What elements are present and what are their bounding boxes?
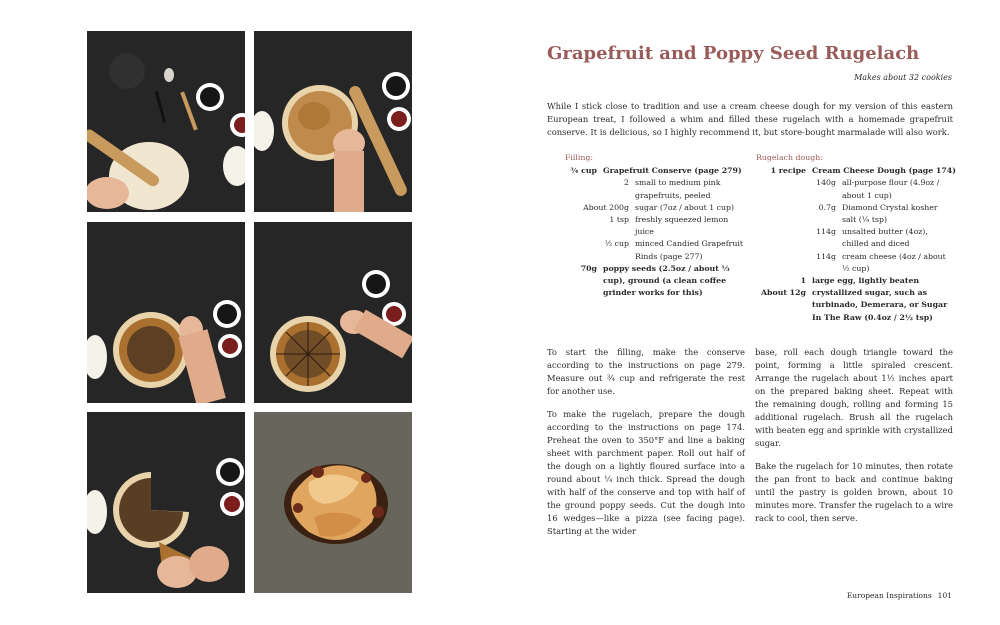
ingredient-row bbox=[565, 202, 745, 214]
photo-baked-rugelach bbox=[254, 412, 412, 593]
ingredient-description: large egg, lightly beaten bbox=[812, 276, 920, 286]
method-paragraph: base, roll each dough triangle toward the point, forming a little spiraled crescent. Arrange the rugelach about 1½ inches apart on the prepared baking sheet. Repeat with the remaining dough, rolling and forming 15 additional rugelach. Brush all the rugelach with beaten egg and sprinkle with crystallized sugar. bbox=[755, 347, 953, 448]
ingredient-row bbox=[756, 226, 956, 250]
filling-rows bbox=[565, 165, 745, 299]
method-column-left bbox=[547, 346, 745, 548]
filling-ingredients bbox=[565, 152, 745, 299]
ingredient-quantity: 0.7g bbox=[818, 202, 836, 212]
dough-ingredients bbox=[756, 152, 956, 324]
ingredient-row bbox=[756, 251, 956, 275]
method-column-right bbox=[755, 346, 953, 535]
ingredient-description: Diamond Crystal kosher salt (¼ tsp) bbox=[842, 202, 938, 225]
page-number: 101 bbox=[937, 591, 952, 600]
ingredient-row bbox=[565, 238, 745, 262]
method-paragraph: To start the filling, make the conserve according to the instructions on page 279. Measure out ¾ cup and refrigerate the rest for another use. bbox=[547, 347, 745, 396]
photo-add-poppy-seeds bbox=[87, 222, 245, 403]
recipe-title: Grapefruit and Poppy Seed Rugelach bbox=[547, 43, 920, 64]
ingredient-description: crystallized sugar, such as turbinado, Demerara, or Sugar In The Raw (0.4oz / 2½ tsp) bbox=[812, 288, 948, 322]
page-footer bbox=[847, 591, 952, 600]
filling-heading: Filling: bbox=[565, 153, 594, 162]
ingredient-description: Grapefruit Conserve (page 279) bbox=[603, 166, 742, 176]
photo-spread-conserve bbox=[254, 31, 412, 212]
photo-rolling-dough bbox=[87, 31, 245, 212]
ingredient-row bbox=[565, 214, 745, 238]
ingredient-quantity: 114g bbox=[816, 227, 836, 237]
ingredient-quantity: ¾ cup bbox=[570, 166, 597, 176]
ingredient-quantity: 1 bbox=[800, 276, 806, 286]
ingredient-quantity: About 12g bbox=[761, 288, 806, 298]
ingredient-description: poppy seeds (2.5oz / about ⅓ cup), ground (a clean coffee grinder works for this) bbox=[603, 263, 730, 298]
ingredient-row bbox=[565, 177, 745, 201]
ingredient-description: freshly squeezed lemon juice bbox=[635, 215, 729, 237]
ingredient-description: sugar (7oz / about 1 cup) bbox=[635, 202, 735, 212]
ingredient-description: Cream Cheese Dough (page 174) bbox=[812, 166, 956, 176]
ingredient-quantity: About 200g bbox=[583, 202, 629, 212]
ingredient-description: small to medium pink grapefruits, peeled bbox=[635, 178, 721, 200]
footer-section: European Inspirations bbox=[846, 591, 932, 600]
ingredient-quantity: 1 recipe bbox=[770, 166, 806, 176]
method-paragraph: To make the rugelach, prepare the dough according to the instructions on page 174. Preheat the oven to 350°F and line a baking sheet with parchment paper. Roll out half of the dough on a lightly floured surface into a round about ¼ inch thick. Spread the dough with half of the conserve and top with half of the ground poppy seeds. Cut the dough into 16 wedges—like a pizza (see facing page). Starting at the wider bbox=[547, 409, 745, 536]
photo-roll-crescents bbox=[87, 412, 245, 593]
dough-rows bbox=[756, 165, 956, 324]
ingredient-quantity: 1 tsp bbox=[609, 215, 629, 225]
ingredient-quantity: ½ cup bbox=[604, 239, 629, 249]
ingredient-description: unsalted butter (4oz), chilled and diced bbox=[842, 227, 928, 249]
recipe-yield: Makes about 32 cookies bbox=[854, 73, 952, 82]
photo-cut-wedges bbox=[254, 222, 412, 403]
ingredient-description: minced Candied Grapefruit Rinds (page 277) bbox=[635, 239, 744, 261]
ingredient-row bbox=[756, 165, 956, 177]
ingredient-description: all-purpose flour (4.9oz / about 1 cup) bbox=[842, 178, 940, 200]
ingredient-row bbox=[565, 165, 745, 177]
method-paragraph: Bake the rugelach for 10 minutes, then rotate the pan front to back and continue baking until the pastry is golden brown, about 10 minutes more. Transfer the rugelach to a wire rack to cool, then serve. bbox=[755, 461, 953, 523]
ingredient-quantity: 114g bbox=[816, 251, 836, 261]
recipe-intro: While I stick close to tradition and use a cream cheese dough for my version of this eastern European treat, I followed a whim and filled these rugelach with a homemade grapefruit conserve. It is delicious, so I highly recommend it, but store-bought marmalade will also work. bbox=[547, 101, 953, 137]
ingredient-quantity: 2 bbox=[624, 178, 629, 188]
ingredient-quantity: 140g bbox=[816, 178, 836, 188]
ingredient-row bbox=[756, 202, 956, 226]
ingredient-row bbox=[565, 263, 745, 300]
ingredient-row bbox=[756, 177, 956, 201]
ingredient-quantity: 70g bbox=[580, 263, 597, 273]
ingredient-row bbox=[756, 287, 956, 324]
ingredient-row bbox=[756, 275, 956, 287]
ingredient-description: cream cheese (4oz / about ½ cup) bbox=[842, 251, 946, 273]
dough-heading: Rugelach dough: bbox=[756, 153, 823, 162]
